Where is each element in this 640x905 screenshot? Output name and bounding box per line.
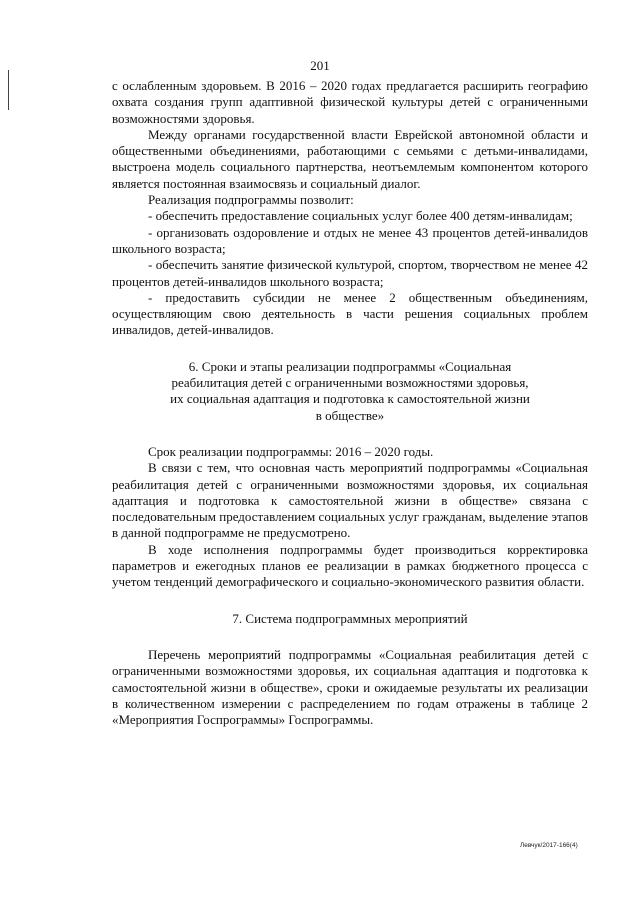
list-item: - предоставить субсидии не менее 2 общественным объединениям, осуществляющим свою деятельность в части решения социальных проблем инвалидов, детей-инвалидов. [112, 289, 588, 338]
paragraph: Между органами государственной власти Еврейской автономной области и общественными объединениями, работающими с семьями с детьми-инвалидами, выстроена модель социального партнерства, неотъемлемым компонентом которого является постоянная взаимосвязь и социальный диалог. [112, 126, 588, 191]
list-item: - организовать оздоровление и отдых не менее 43 процентов детей-инвалидов школьного возраста; [112, 224, 588, 256]
heading-line: реабилитация детей с ограниченными возможностями здоровья, [171, 375, 529, 391]
list-item: - обеспечить предоставление социальных услуг более 400 детям-инвалидам; [148, 208, 573, 224]
page-number: 201 [310, 58, 330, 73]
margin-line [8, 70, 9, 110]
document-body [112, 78, 588, 728]
paragraph: Перечень мероприятий подпрограммы «Социальная реабилитация детей с ограниченными возможностями здоровья, их социальная адаптация и подготовка к самостоятельной жизни в обществе», сроки и ожидаемые результаты их реализации в количественном измерении с распределением по годам отражены в таблице 2 «Мероприятия Госпрограммы» Госпрограммы. [112, 646, 588, 728]
section-heading-7: 7. Система подпрограммных мероприятий [232, 610, 468, 626]
results-list [112, 208, 588, 338]
list-item: - обеспечить занятие физической культурой, спортом, творчеством не менее 42 процентов детей-инвалидов школьного возраста; [112, 257, 588, 289]
heading-line: их социальная адаптация и подготовка к самостоятельной жизни [170, 391, 530, 407]
document-code: Левчук/2017-166(4) [520, 842, 578, 849]
section-heading-6 [112, 359, 588, 424]
heading-line: в обществе» [315, 407, 385, 423]
heading-line: 6. Сроки и этапы реализации подпрограммы «Социальная [188, 358, 512, 374]
paragraph: В связи с тем, что основная часть мероприятий подпрограммы «Социальная реабилитация детей с ограниченными возможностями здоровья, их социальная адаптация и подготовка к самостоятельной жизни в обществе» связана с последовательным предоставлением социальных услуг гражданам, выделение этапов в данной подпрограмме не предусмотрено. [112, 460, 588, 541]
paragraph: с ослабленным здоровьем. В 2016 – 2020 годах предлагается расширить географию охвата создания групп адаптивной физической культуры детей с ограниченными возможностями здоровья. [112, 78, 588, 126]
paragraph: Срок реализации подпрограммы: 2016 – 2020 годы. [148, 443, 434, 459]
paragraph: Реализация подпрограммы позволит: [148, 192, 354, 208]
paragraph: В ходе исполнения подпрограммы будет производиться корректировка параметров и ежегодных планов ее реализации в рамках бюджетного процесса с учетом тенденций демографического и социально-экономического развития области. [112, 541, 588, 590]
